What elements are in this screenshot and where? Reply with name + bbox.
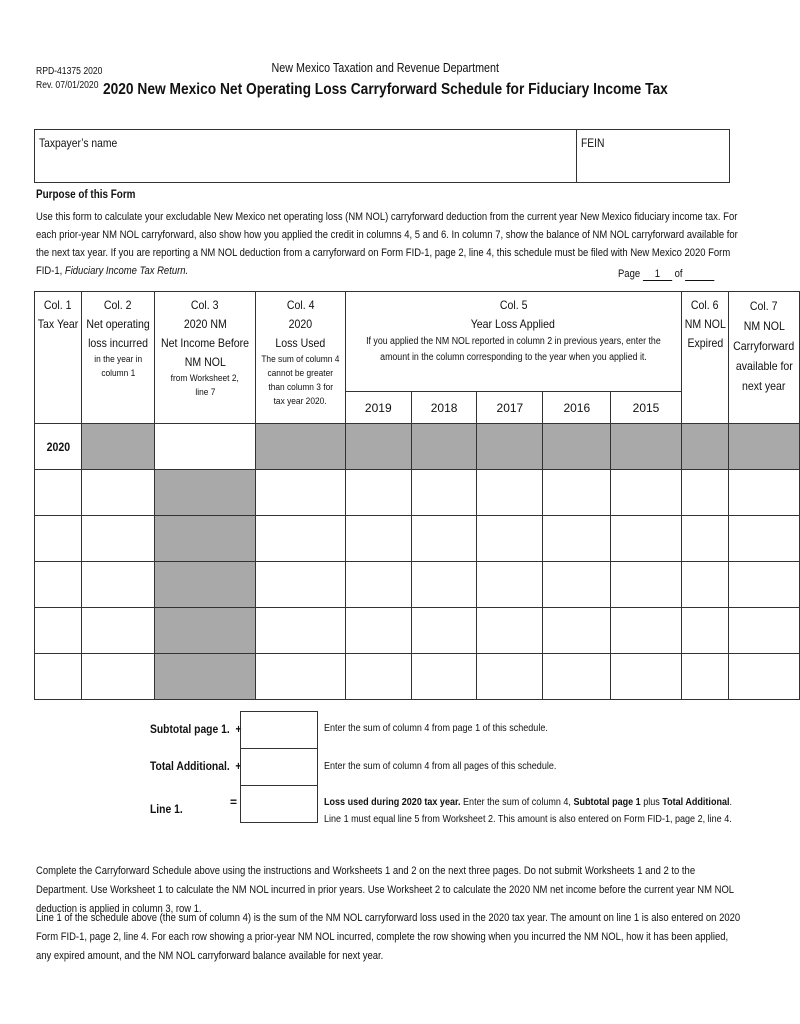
total-additional-field[interactable] (240, 748, 318, 786)
input-cell[interactable] (729, 516, 799, 562)
total-additional-label: Total Additional. + (150, 759, 242, 773)
input-cell[interactable] (82, 562, 155, 608)
year-2019-header: 2019 (345, 392, 411, 424)
form-number: RPD-41375 2020 (36, 66, 103, 77)
purpose-text: Use this form to calculate your excludable New Mexico net operating loss (NM NOL) carryforward deduction from the current year New Mexico fiduciary income tax. For each prior-year NM NOL carryforward, also show how you applied the credit in columns 4, 5 and 6. In column 7, show the balance of NM NOL carryforward available for the next tax year. If you are reporting a NM NOL deduction from a carryforward on Form FID-1, page 2, line 4, this schedule must be filed with New Mexico 2020 Form FID-1, Fiduciary Income Tax Return. (36, 211, 738, 277)
input-cell[interactable] (681, 516, 729, 562)
input-cell[interactable] (543, 562, 611, 608)
year-2016-header: 2016 (543, 392, 611, 424)
input-cell[interactable] (256, 516, 346, 562)
page-indicator: Page 1 of (618, 268, 714, 281)
input-cell[interactable] (611, 654, 681, 700)
input-cell[interactable] (477, 470, 543, 516)
input-cell[interactable] (729, 470, 799, 516)
shaded-cell (543, 424, 611, 470)
input-cell[interactable] (611, 516, 681, 562)
input-cell[interactable] (411, 516, 477, 562)
input-cell[interactable] (35, 654, 82, 700)
input-cell[interactable] (543, 470, 611, 516)
total-pages-field[interactable] (685, 268, 714, 281)
shaded-cell (155, 516, 256, 562)
line1-instruction: Loss used during 2020 tax year. Enter the sum of column 4, Subtotal page 1 plus Total Additional. Line 1 must equal line 5 from Worksheet 2. This amount is also entered on Form FID-1, page 2, line 4. (324, 796, 733, 825)
input-cell[interactable] (411, 654, 477, 700)
line1-equals: = (230, 795, 238, 809)
subtotal-field[interactable] (240, 711, 318, 749)
col6-header: Col. 6 NM NOL Expired (681, 292, 729, 424)
shaded-cell (345, 424, 411, 470)
shaded-cell (681, 424, 729, 470)
table-row (35, 424, 800, 470)
shaded-cell (82, 424, 155, 470)
input-cell[interactable] (82, 654, 155, 700)
subtotal-label: Subtotal page 1. + (150, 722, 242, 736)
input-cell[interactable] (611, 470, 681, 516)
year-2018-header: 2018 (411, 392, 477, 424)
input-cell[interactable] (35, 516, 82, 562)
shaded-cell (155, 562, 256, 608)
input-cell[interactable] (611, 562, 681, 608)
input-cell[interactable] (345, 470, 411, 516)
shaded-cell (256, 424, 346, 470)
shaded-cell (611, 424, 681, 470)
input-cell[interactable] (35, 562, 82, 608)
instructions-paragraph-1: Complete the Carryforward Schedule above using the instructions and Worksheets 1 and 2 on the next three pages. Do not submit Worksheets 1 and 2 to the Department. Use Worksheet 1 to calculate the NM NOL incurred in prior years. Use Worksheet 2 to calculate the 2020 NM net income before the current year NM NOL deduction is applied in column 3, row 1. (36, 865, 734, 915)
divider (576, 130, 577, 182)
subtotal-instruction: Enter the sum of column 4 from page 1 of this schedule. (324, 722, 548, 734)
year-2017-header: 2017 (477, 392, 543, 424)
col7-header: Col. 7 NM NOL Carryforward available for next year (729, 292, 799, 424)
department-name: New Mexico Taxation and Revenue Department (271, 61, 499, 75)
input-cell[interactable] (35, 608, 82, 654)
col4-header: Col. 4 2020 Loss Used The sum of column 4 cannot be greater than column 3 for tax year 2020. (256, 292, 346, 424)
input-cell[interactable] (681, 470, 729, 516)
input-cell[interactable] (345, 654, 411, 700)
input-cell[interactable] (411, 470, 477, 516)
input-cell[interactable] (729, 608, 799, 654)
carryforward-schedule-table (34, 291, 800, 700)
input-cell[interactable] (477, 516, 543, 562)
table-row (35, 562, 800, 608)
line1-field[interactable] (240, 785, 318, 823)
table-row (35, 470, 800, 516)
input-cell[interactable] (477, 608, 543, 654)
instructions-paragraph-2: Line 1 of the schedule above (the sum of column 4) is the sum of the NM NOL carryforward loss used in the 2020 tax year. The amount on line 1 is also entered on 2020 Form FID-1, page 2, line 4. For each row showing a prior-year NM NOL incurred, complete the row showing when you incurred the NM NOL, how it has been applied, any expired amount, and the NM NOL carryforward balance available for next year. (36, 912, 741, 962)
total-additional-instruction: Enter the sum of column 4 from all pages of this schedule. (324, 760, 557, 772)
input-cell[interactable] (345, 608, 411, 654)
fein-field[interactable]: FEIN (581, 136, 605, 150)
shaded-cell (729, 424, 799, 470)
input-cell[interactable] (543, 654, 611, 700)
shaded-cell (155, 654, 256, 700)
col2-header: Col. 2 Net operating loss incurred in the year in column 1 (82, 292, 155, 424)
input-cell[interactable] (82, 516, 155, 562)
table-row (35, 516, 800, 562)
input-cell[interactable] (155, 424, 256, 470)
input-cell[interactable] (345, 516, 411, 562)
col3-header: Col. 3 2020 NM Net Income Before NM NOL from Worksheet 2, line 7 (155, 292, 256, 424)
tax-year-cell: 2020 (35, 424, 82, 470)
table-row (35, 608, 800, 654)
input-cell[interactable] (256, 562, 346, 608)
input-cell[interactable] (611, 608, 681, 654)
table-row (35, 654, 800, 700)
input-cell[interactable] (729, 562, 799, 608)
input-cell[interactable] (477, 654, 543, 700)
revision-date: Rev. 07/01/2020 (36, 80, 99, 91)
input-cell[interactable] (681, 654, 729, 700)
taxpayer-info-box (34, 129, 730, 183)
line1-label: Line 1. (150, 802, 183, 816)
input-cell[interactable] (681, 562, 729, 608)
col1-header: Col. 1 Tax Year (35, 292, 82, 424)
input-cell[interactable] (411, 608, 477, 654)
shaded-cell (411, 424, 477, 470)
input-cell[interactable] (256, 654, 346, 700)
input-cell[interactable] (681, 608, 729, 654)
input-cell[interactable] (82, 470, 155, 516)
col5-header: Col. 5 Year Loss Applied If you applied the NM NOL reported in column 2 in previous years, enter the amount in the column corresponding to the year when you applied it. (345, 292, 681, 392)
form-title: 2020 New Mexico Net Operating Loss Carryforward Schedule for Fiduciary Income Tax (102, 81, 668, 98)
input-cell[interactable] (82, 608, 155, 654)
input-cell[interactable] (729, 654, 799, 700)
input-cell[interactable] (543, 608, 611, 654)
return-name: Fiduciary Income Tax Return. (64, 265, 189, 277)
purpose-heading: Purpose of this Form (36, 189, 136, 201)
shaded-cell (155, 608, 256, 654)
page-number-field[interactable]: 1 (643, 268, 672, 281)
input-cell[interactable] (256, 608, 346, 654)
input-cell[interactable] (345, 562, 411, 608)
input-cell[interactable] (477, 562, 543, 608)
shaded-cell (155, 470, 256, 516)
shaded-cell (477, 424, 543, 470)
input-cell[interactable] (411, 562, 477, 608)
input-cell[interactable] (543, 516, 611, 562)
taxpayer-name-field[interactable]: Taxpayer’s name (39, 136, 118, 150)
input-cell[interactable] (35, 470, 82, 516)
year-2015-header: 2015 (611, 392, 681, 424)
input-cell[interactable] (256, 470, 346, 516)
